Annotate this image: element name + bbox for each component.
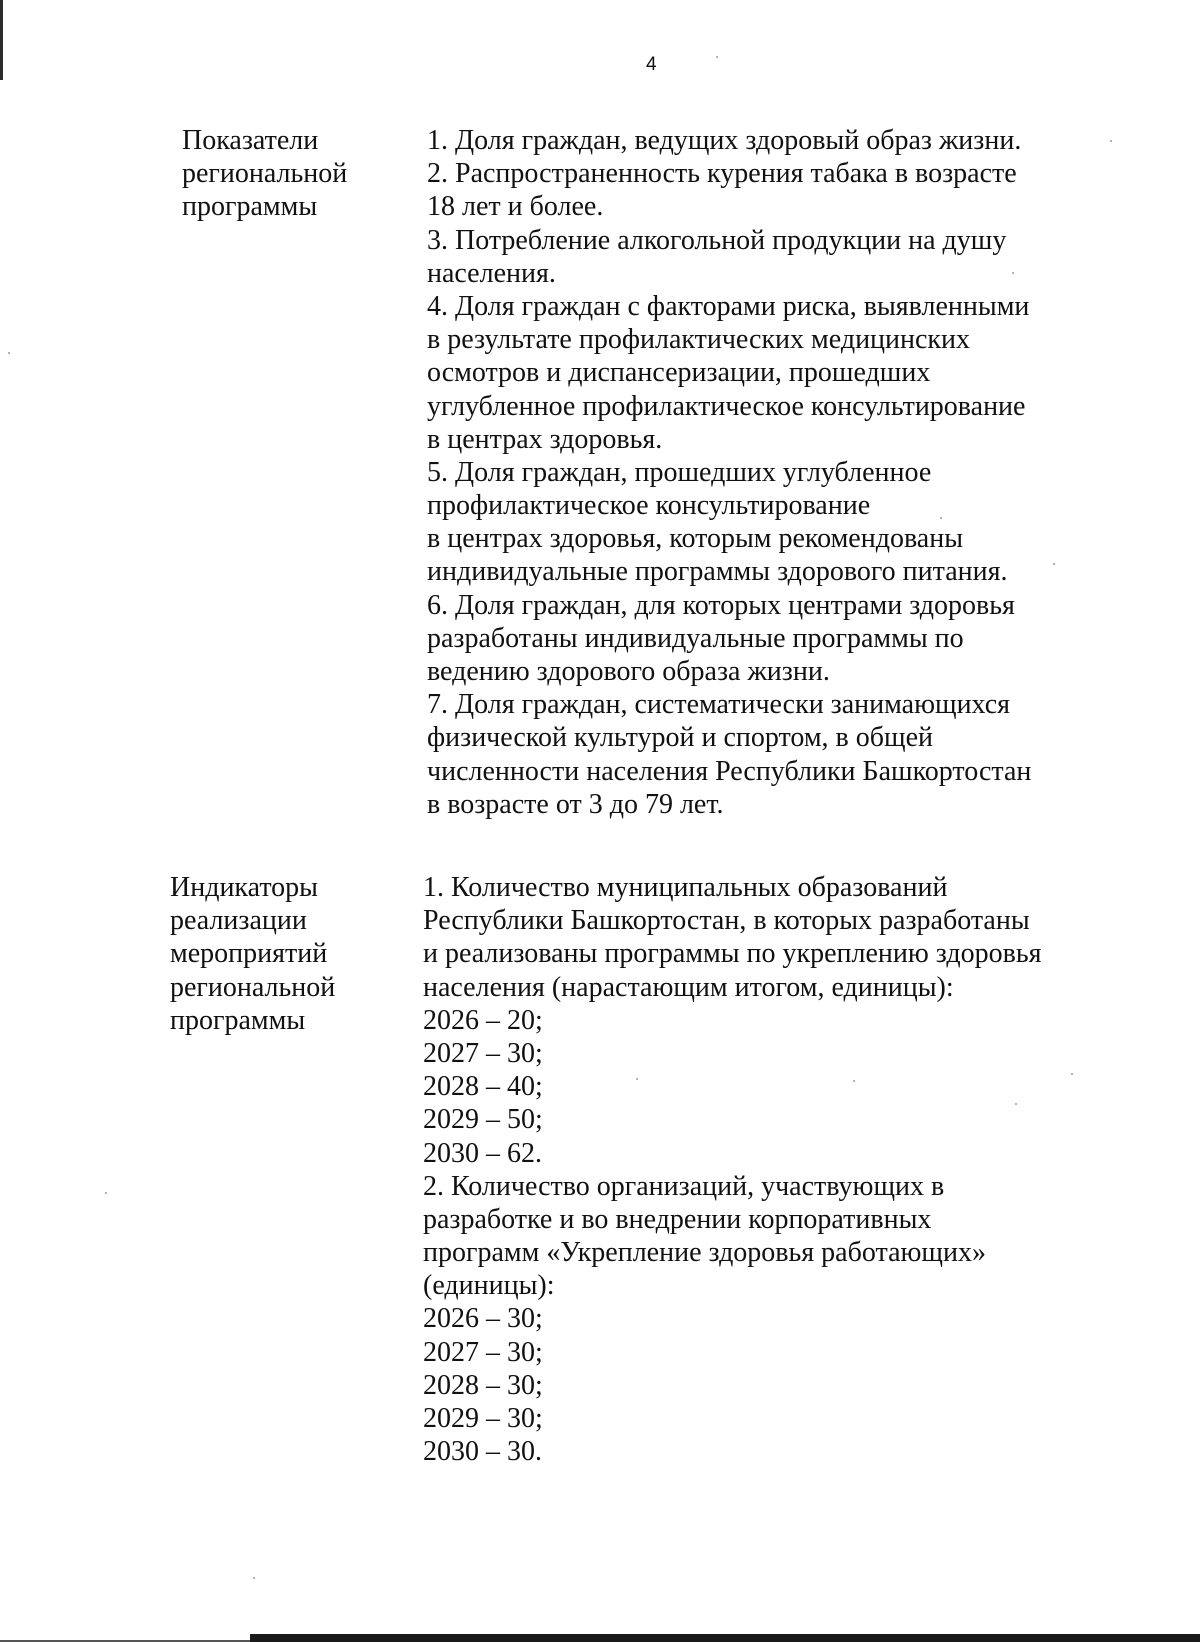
scan-speck xyxy=(853,1080,855,1082)
content-line: программ «Укрепление здоровья работающих» xyxy=(423,1237,986,1269)
label-line: программы xyxy=(170,1004,306,1036)
scan-speck xyxy=(940,517,942,519)
section-content xyxy=(427,124,1031,821)
content-line: 2027 – 30; xyxy=(423,1336,543,1368)
content-line: в центрах здоровья. xyxy=(427,423,663,455)
content-line: ведению здорового образа жизни. xyxy=(427,656,830,687)
label-line: реализации xyxy=(170,905,307,937)
content-line: (единицы): xyxy=(423,1270,555,1302)
section-label xyxy=(182,124,347,224)
scan-speck xyxy=(8,352,10,354)
content-line: 2026 – 20; xyxy=(423,1004,543,1036)
scan-speck xyxy=(105,1192,107,1194)
content-line: осмотров и диспансеризации, прошедших xyxy=(427,357,931,389)
scan-bottom-bar xyxy=(250,1634,1200,1642)
content-line: 1. Количество муниципальных образований xyxy=(423,872,948,903)
scan-speck xyxy=(1071,1073,1073,1075)
content-line: 2028 – 40; xyxy=(423,1071,543,1103)
content-line: и реализованы программы по укреплению здоровья xyxy=(423,938,1042,970)
content-line: населения (нарастающим итогом, единицы): xyxy=(423,971,954,1003)
content-line: 2026 – 30; xyxy=(423,1303,543,1335)
content-line: населения. xyxy=(427,257,556,289)
content-line: индивидуальные программы здорового питания. xyxy=(427,556,1008,588)
label-line: региональной xyxy=(170,971,336,1003)
scan-speck xyxy=(253,1577,255,1579)
content-line: разработке и во внедрении корпоративных xyxy=(423,1203,932,1235)
content-line: физической культурой и спортом, в общей xyxy=(427,722,933,754)
content-line: в результате профилактических медицинских xyxy=(427,324,971,356)
scan-speck xyxy=(1015,1103,1017,1105)
label-line: мероприятий xyxy=(170,938,328,970)
content-line: углубленное профилактическое консультирование xyxy=(427,390,1026,422)
label-line: программы xyxy=(182,191,318,223)
content-line: 7. Доля граждан, систематически занимающихся xyxy=(427,689,1011,721)
section-label xyxy=(170,871,335,1037)
content-line: 2030 – 30. xyxy=(423,1436,542,1468)
content-line: 5. Доля граждан, прошедших углубленное xyxy=(427,456,932,488)
content-line: численности населения Республики Башкортостан xyxy=(427,755,1032,787)
content-line: в центрах здоровья, которым рекомендованы xyxy=(427,523,964,555)
scan-speck xyxy=(636,1078,638,1080)
content-line: 2029 – 30; xyxy=(423,1403,543,1434)
content-line: 2. Количество организаций, участвующих в xyxy=(423,1170,945,1202)
section-content xyxy=(423,871,1041,1468)
scan-speck xyxy=(1053,563,1055,565)
label-line: региональной xyxy=(182,158,348,190)
content-line: 18 лет и более. xyxy=(427,191,604,223)
scan-speck xyxy=(1110,140,1112,142)
content-line: Республики Башкортостан, в которых разработаны xyxy=(423,905,1030,937)
content-line: 2. Распространенность курения табака в возрасте xyxy=(427,158,1017,190)
content-line: 2030 – 62. xyxy=(423,1137,542,1169)
content-line: в возрасте от 3 до 79 лет. xyxy=(427,788,724,820)
content-line: профилактическое консультирование xyxy=(427,490,871,522)
content-line: 4. Доля граждан с факторами риска, выявленными xyxy=(427,290,1030,322)
content-line: 2028 – 30; xyxy=(423,1369,543,1401)
content-line: разработаны индивидуальные программы по xyxy=(427,622,964,654)
content-line: 3. Потребление алкогольной продукции на душу xyxy=(427,224,1007,256)
content-line: 2027 – 30; xyxy=(423,1037,543,1069)
scan-speck xyxy=(716,56,718,58)
content-line: 6. Доля граждан, для которых центрами здоровья xyxy=(427,589,1015,621)
content-line: 2029 – 50; xyxy=(423,1104,543,1136)
label-line: Показатели xyxy=(182,125,319,156)
page-number: 4 xyxy=(646,54,657,75)
content-line: 1. Доля граждан, ведущих здоровый образ жизни. xyxy=(427,125,1022,156)
label-line: Индикаторы xyxy=(170,872,318,903)
scan-speck xyxy=(1012,272,1014,274)
scan-edge-mark xyxy=(0,0,3,80)
